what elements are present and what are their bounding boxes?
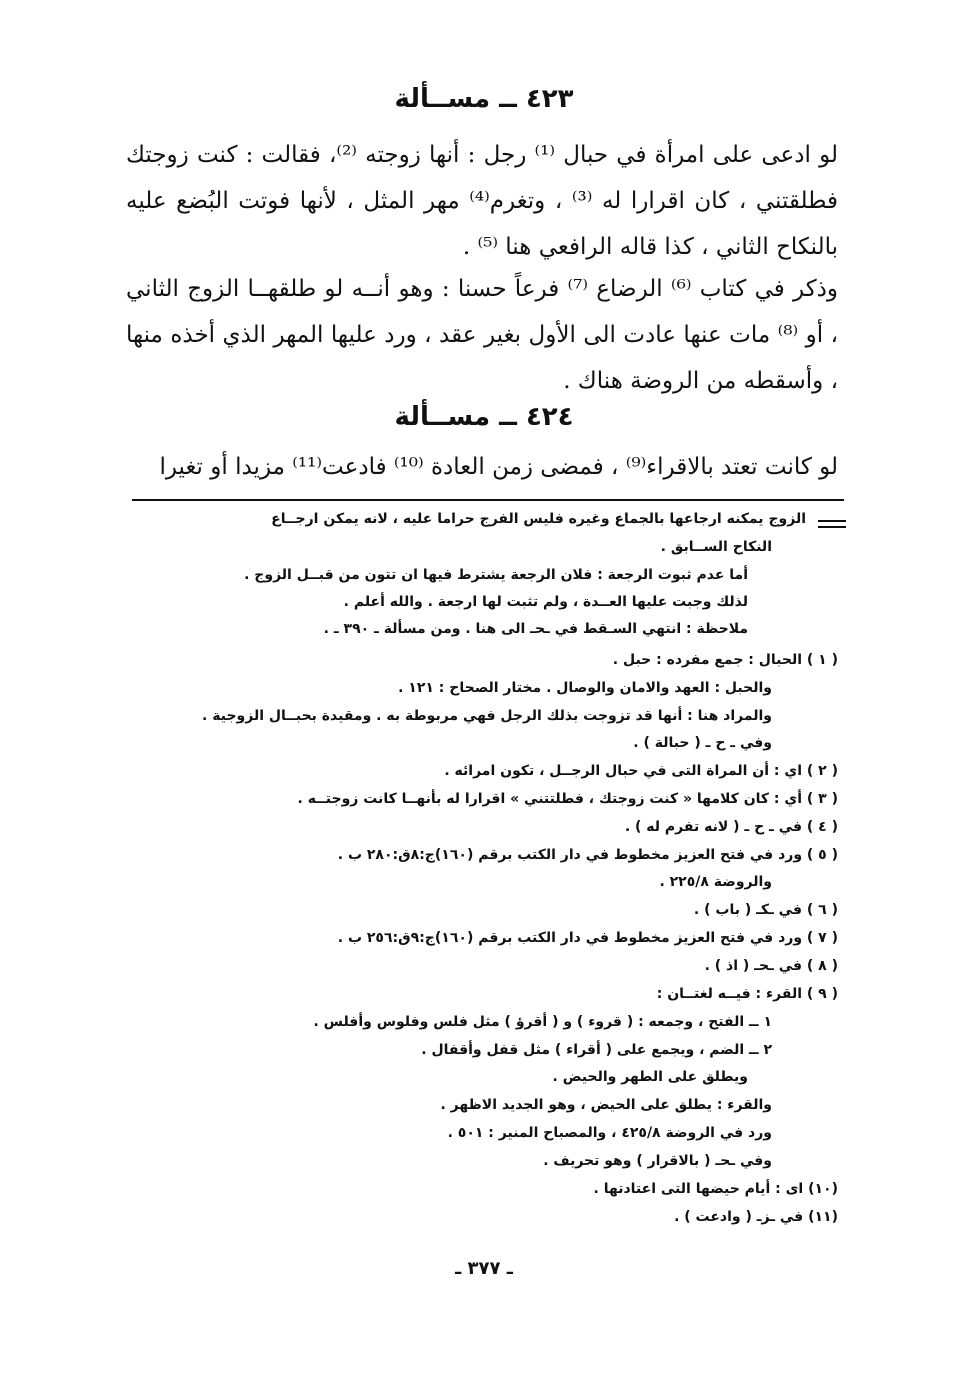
footnote-line: النكاح الســابق . xyxy=(660,539,772,555)
footnote-line: والحبل : العهد والامان والوصال . مختار الصحاح : ١٢١ . xyxy=(398,680,772,696)
footnote-line: ملاحظة : انتهي السـقط في ـحـ الى هنا . ومن مسألة ـ ٣٩٠ ـ . xyxy=(323,621,748,637)
footnote-line: أما عدم ثبوت الرجعة : فلان الرجعة يشترط فيها ان تتون من قبــل الزوج . xyxy=(244,567,748,583)
footnote-line: (١١) في ـزـ ( وادعت ) . xyxy=(674,1209,838,1225)
footnote-line: ورد في الروضة ٤٢٥/٨ ، والمصباح المنير : ٥٠١ . xyxy=(447,1125,772,1141)
footnote-line: ( ٥ ) ورد في فتح العزيز مخطوط في دار الكتب برقم (١٦٠)ج:٨ق:٢٨٠ ب . xyxy=(337,847,838,863)
footnote-line: وفي ـحـ ( بالاقرار ) وهو تحريف . xyxy=(543,1153,772,1169)
footnote-line: ٢ ــ الضم ، ويجمع على ( أقراء ) مثل قفل وأقفال . xyxy=(421,1042,772,1058)
section-423-paragraph-2: وذكر في كتاب ⁽⁶⁾ الرضاع ⁽⁷⁾ فرعاً حسنا : وهو أنــه لو طلقهــا الزوج الثاني ، أو ⁽⁸⁾ مات عنها عادت الى الأول بغير عقد ، ورد عليها المهر الذي أخذه منها ، وأسقطه من الروضة هناك . xyxy=(126,276,838,394)
footnote-line: ١ ــ الفتح ، وجمعه : ( قروء ) و ( أقرؤ ) مثل فلس وفلوس وأفلس . xyxy=(313,1014,772,1030)
footnote-line: ( ٦ ) في ـكـ ( باب ) . xyxy=(693,902,838,918)
footnote-line: والمراد هنا : أنها قد تزوجت بذلك الرجل فهي مربوطة به . ومقيدة بحبــال الزوجية . xyxy=(202,708,772,724)
footnote-line: ( ٧ ) ورد في فتح العزيز مخطوط في دار الكتب برقم (١٦٠)ج:٩ق:٢٥٦ ب . xyxy=(337,930,838,946)
footnote-separator xyxy=(132,499,844,501)
page-number: ـ ٣٧٧ ـ xyxy=(455,1258,513,1279)
footnote-line: ويطلق على الطهر والحيض . xyxy=(552,1069,748,1085)
footnote-line: ( ٩ ) القرء : فيــه لغتــان : xyxy=(656,986,838,1002)
footnote-line: وفي ـ ح ـ ( حبالة ) . xyxy=(633,735,772,751)
footnote-line: والقرء : يطلق على الحيض ، وهو الجديد الاظهر . xyxy=(440,1097,772,1113)
footnote-line: ( ٢ ) اي : أن المراة التى في حبال الرجــل ، تكون امرائه . xyxy=(444,763,838,779)
footnote-line: (١٠) اى : أيام حيضها التى اعتادتها . xyxy=(593,1181,838,1197)
section-423-heading: ٤٢٣ ــ مســألة xyxy=(394,84,574,114)
footnote-line: الزوج يمكنه ارجاعها بالجماع وغيره فليس الفرج حراما عليه ، لانه يمكن ارجــاع xyxy=(271,511,806,527)
continuation-marker xyxy=(818,520,846,528)
section-424-heading: ٤٢٤ ــ مســألة xyxy=(394,402,574,432)
footnote-line: ( ٨ ) في ـحـ ( اذ ) . xyxy=(704,958,838,974)
section-423-paragraph-1: لو ادعى على امرأة في حبال ⁽¹⁾ رجل : أنها زوجته ⁽²⁾، فقالت : كنت زوجتك فطلقتني ، كان اقرارا له ⁽³⁾ ، وتغرم⁽⁴⁾ مهر المثل ، لأنها فوتت البُضع عليه بالنكاح الثاني ، كذا قاله الرافعي هنا ⁽⁵⁾ . xyxy=(126,142,839,260)
footnote-line: ( ٣ ) أي : كان كلامها « كنت زوجتك ، فطلتتني » اقرارا له بأنهــا كانت زوجتــه . xyxy=(297,791,838,807)
footnote-line: ( ١ ) الحبال : جمع مفرده : حبل . xyxy=(612,652,838,668)
footnote-line: لذلك وجبت عليها العــدة ، ولم تثبت لها ارجعة . والله أعلم . xyxy=(343,594,748,610)
footnote-line: ( ٤ ) في ـ ح ـ ( لانه تفرم له ) . xyxy=(624,819,838,835)
footnote-line: والروضة ٢٢٥/٨ . xyxy=(659,874,772,890)
section-424-paragraph: لو كانت تعتد بالاقراء⁽⁹⁾ ، فمضى زمن العادة ⁽¹⁰⁾ فادعت⁽¹¹⁾ مزيدا أو تغيرا xyxy=(159,454,838,480)
